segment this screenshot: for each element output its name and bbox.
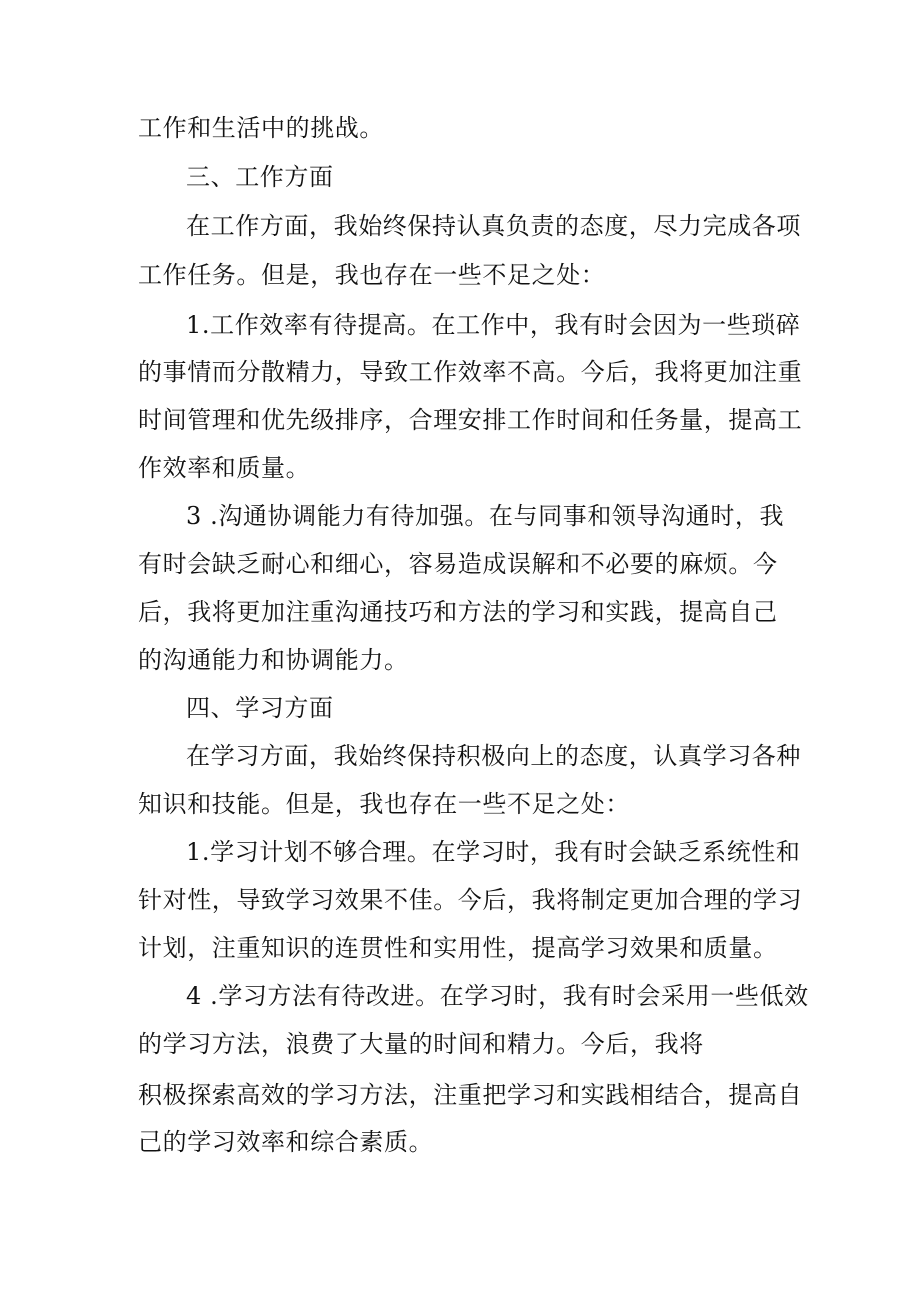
text-line: 后，我将更加注重沟通技巧和方法的学习和实践，提高自己 [138, 598, 778, 626]
text-line: 针对性，导致学习效果不佳。今后，我将制定更加合理的学习 [138, 886, 803, 914]
text-line: 时间管理和优先级排序，合理安排工作时间和任务量，提高工 [138, 406, 803, 434]
text-line: 在学习方面，我始终保持积极向上的态度，认真学习各种 [186, 742, 801, 770]
text-line: 的学习方法，浪费了大量的时间和精力。今后，我将 [138, 1030, 704, 1058]
text-line: 工作和生活中的挑战。 [138, 114, 384, 142]
section-heading-study: 四、学习方面 [186, 694, 334, 722]
text-line: 1.学习计划不够合理。在学习时，我有时会缺乏系统性和 [186, 838, 801, 866]
text-line: 知识和技能。但是，我也存在一些不足之处： [138, 790, 630, 818]
text-line: 积极探索高效的学习方法，注重把学习和实践相结合，提高自 [138, 1081, 803, 1109]
text-line: 己的学习效率和综合素质。 [138, 1128, 434, 1156]
text-line: 计划，注重知识的连贯性和实用性，提高学习效果和质量。 [138, 934, 778, 962]
section-heading-work: 三、工作方面 [186, 163, 334, 191]
text-line: 在工作方面，我始终保持认真负责的态度，尽力完成各项 [186, 212, 801, 240]
text-line: 工作任务。但是，我也存在一些不足之处： [138, 261, 606, 289]
text-line: 3 .沟通协调能力有待加强。在与同事和领导沟通时，我 [186, 502, 785, 530]
text-line: 1.工作效率有待提高。在工作中，我有时会因为一些琐碎 [186, 311, 801, 339]
text-line: 的事情而分散精力，导致工作效率不高。今后，我将更加注重 [138, 358, 803, 386]
text-line: 4 .学习方法有待改进。在学习时，我有时会采用一些低效 [186, 982, 809, 1010]
text-line: 有时会缺乏耐心和细心，容易造成误解和不必要的麻烦。今 [138, 550, 778, 578]
text-line: 作效率和质量。 [138, 454, 311, 482]
text-line: 的沟通能力和协调能力。 [138, 646, 409, 674]
